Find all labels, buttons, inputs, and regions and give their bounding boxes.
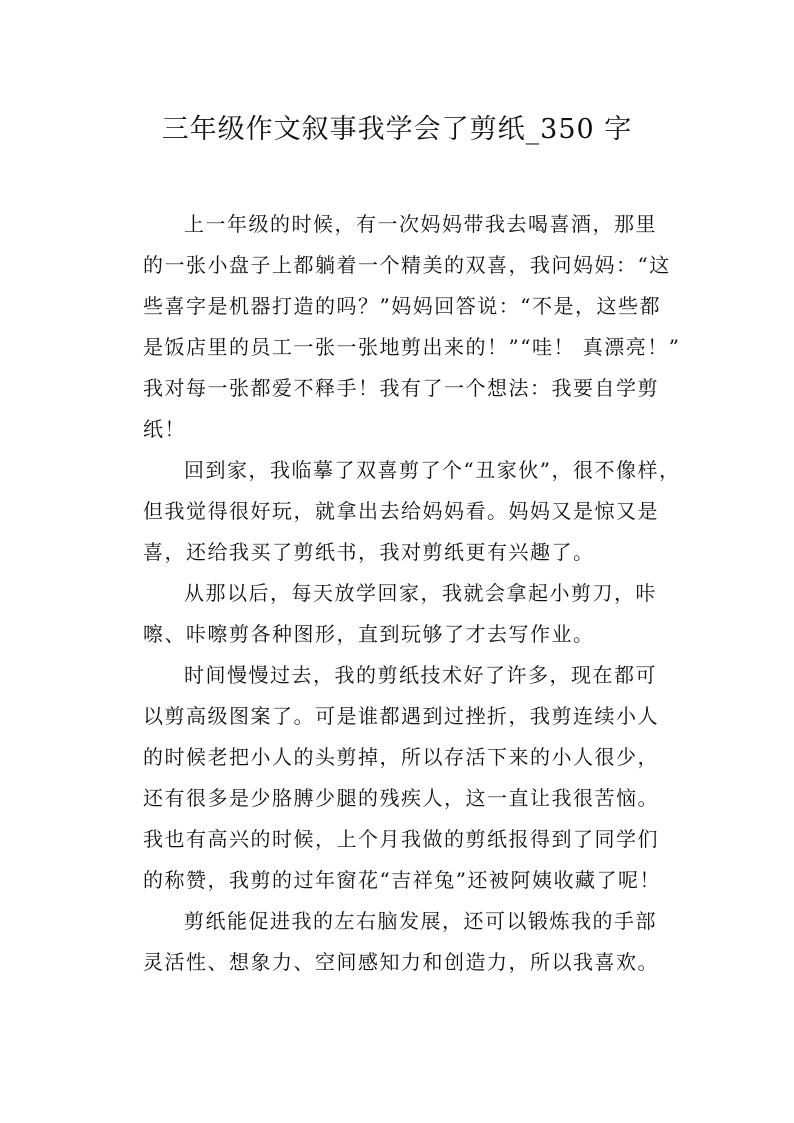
text-line: 的时候老把小人的头剪掉，所以存活下来的小人很少，: [143, 745, 659, 769]
text-line: 喜，还给我买了剪纸书，我对剪纸更有兴趣了。: [143, 540, 595, 564]
text-line: 但我觉得很好玩，就拿出去给妈妈看。妈妈又是惊又是: [143, 499, 659, 523]
text-line: 我对每一张都爱不释手！我有了一个想法：我要自学剪: [143, 376, 659, 400]
text-line: 灵活性、想象力、空间感知力和创造力，所以我喜欢。: [143, 950, 659, 974]
text-line: 些喜字是机器打造的吗？”妈妈回答说：“不是，这些都: [143, 294, 661, 318]
text-line: 以剪高级图案了。可是谁都遇到过挫折，我剪连续小人: [143, 704, 659, 728]
text-line: 嚓、咔嚓剪各种图形，直到玩够了才去写作业。: [143, 622, 595, 646]
paragraph: [143, 901, 663, 983]
text-line: 上一年级的时候，有一次妈妈带我去喝喜酒，那里: [184, 212, 657, 236]
text-line: 时间慢慢过去，我的剪纸技术好了许多，现在都可: [184, 663, 657, 687]
paragraph: [143, 573, 663, 655]
text-line: 从那以后，每天放学回家，我就会拿起小剪刀，咔: [184, 581, 657, 605]
paragraph: [143, 204, 681, 450]
paragraph: [143, 655, 663, 901]
text-line: 还有很多是少胳膊少腿的残疾人，这一直让我很苦恼。: [143, 786, 659, 810]
text-line: 是饭店里的员工一张一张地剪出来的！”“哇！ 真漂亮！”: [143, 335, 681, 359]
text-line: 的一张小盘子上都躺着一个精美的双喜，我问妈妈：“这: [143, 253, 671, 277]
text-line: 回到家，我临摹了双喜剪了个“丑家伙”，很不像样，: [184, 458, 681, 482]
paragraph: [143, 450, 681, 573]
text-line: 的称赞，我剪的过年窗花“吉祥兔”还被阿姨收藏了呢！: [143, 868, 661, 892]
text-line: 剪纸能促进我的左右脑发展，还可以锻炼我的手部: [184, 909, 657, 933]
text-line: 纸！: [143, 417, 186, 441]
text-line: 我也有高兴的时候，上个月我做的剪纸报得到了同学们: [143, 827, 659, 851]
document-body: [143, 204, 681, 983]
document-title: 三年级作文叙事我学会了剪纸_350 字: [161, 114, 633, 145]
